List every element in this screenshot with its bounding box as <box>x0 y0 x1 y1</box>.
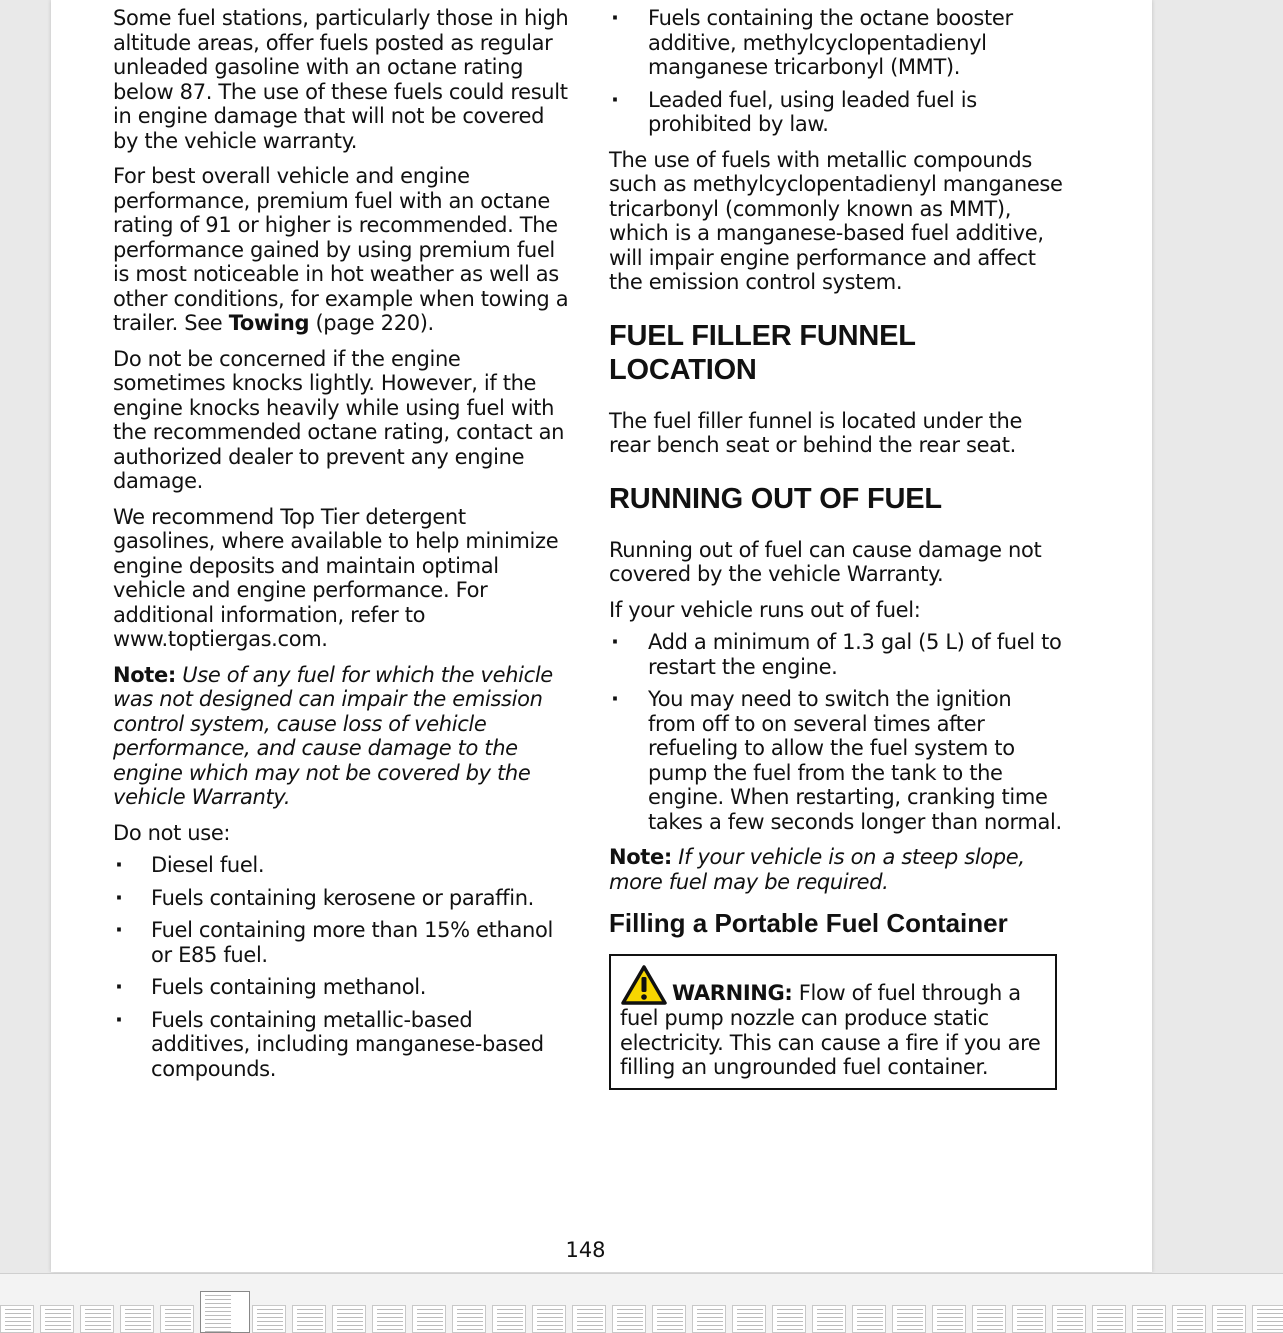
page-thumbnail[interactable] <box>1052 1305 1086 1333</box>
note-steep-slope <box>609 845 1064 894</box>
page-thumbnail[interactable] <box>412 1305 446 1333</box>
page-thumbnail[interactable] <box>80 1305 114 1333</box>
do-not-use-list <box>113 853 573 1081</box>
page-thumbnail[interactable] <box>120 1305 154 1333</box>
paragraph-premium-fuel <box>113 164 573 336</box>
paragraph-low-octane: Some fuel stations, particularly those in high altitude areas, offer fuels posted as regular unleaded gasoline with an octane rating below 87. The use of these fuels could result in engine damage that will not be covered by the vehicle warranty. <box>113 6 569 153</box>
list-item: · Fuel containing more than 15% ethanol or E85 fuel. <box>113 918 573 967</box>
warning-triangle-icon <box>620 964 668 1006</box>
page-thumbnail[interactable] <box>932 1305 966 1333</box>
document-page <box>51 0 1152 1272</box>
list-item: · Leaded fuel, using leaded fuel is prohibited by law. <box>609 88 1064 137</box>
page-thumbnail[interactable] <box>652 1305 686 1333</box>
running-out-list <box>609 630 1064 834</box>
warning-paragraph <box>620 964 1046 1080</box>
left-column <box>113 6 573 1092</box>
page-thumbnail[interactable] <box>40 1305 74 1333</box>
page-thumbnail[interactable] <box>532 1305 566 1333</box>
heading-running-out-of-fuel: RUNNING OUT OF FUEL <box>609 482 942 515</box>
page-thumbnail[interactable] <box>892 1305 926 1333</box>
towing-page-ref: (page 220). <box>309 311 434 335</box>
page-number: 148 <box>565 1238 606 1262</box>
paragraph-do-not-use: Do not use: <box>113 820 231 845</box>
note-text: Use of any fuel for which the vehicle was not designed can impair the emission control system, cause loss of vehicle performance, and cause damage to the engine which may not be covered by the vehicle Warranty. <box>113 662 553 809</box>
page-thumbnail[interactable] <box>1012 1305 1046 1333</box>
page-thumbnail[interactable] <box>452 1305 486 1333</box>
warning-label: WARNING: <box>672 981 793 1005</box>
page-thumbnail-strip[interactable] <box>0 1273 1283 1333</box>
note-fuel-design <box>113 663 573 810</box>
paragraph-if-runs-out: If your vehicle runs out of fuel: <box>609 597 921 622</box>
list-item: · Add a minimum of 1.3 gal (5 L) of fuel to restart the engine. <box>609 630 1064 679</box>
paragraph-top-tier: We recommend Top Tier detergent gasolines, where available to help minimize engine deposits and maintain optimal vehicle and engine performance. For additional information, refer to www.toptiergas.com. <box>113 504 559 651</box>
page-thumbnail[interactable] <box>372 1305 406 1333</box>
page-thumbnail[interactable] <box>692 1305 726 1333</box>
page-thumbnail[interactable] <box>732 1305 766 1333</box>
note-label: Note: <box>609 845 672 869</box>
page-thumbnail[interactable] <box>1212 1305 1246 1333</box>
warning-box <box>609 954 1057 1090</box>
page-thumbnail[interactable] <box>612 1305 646 1333</box>
premium-fuel-text: For best overall vehicle and engine performance, premium fuel with an octane rating of 91 or higher is recommended. The performance gained by using premium fuel is most noticeable in hot weather as well as other conditions, for example when towing a trailer. See <box>113 164 569 335</box>
page-thumbnail[interactable] <box>332 1305 366 1333</box>
page-thumbnail[interactable] <box>1252 1305 1283 1333</box>
page-thumbnail[interactable] <box>1132 1305 1166 1333</box>
page-thumbnail[interactable] <box>1092 1305 1126 1333</box>
note-text: If your vehicle is on a steep slope, more fuel may be required. <box>609 845 1025 894</box>
paragraph-running-out: Running out of fuel can cause damage not covered by the vehicle Warranty. <box>609 537 1042 586</box>
list-item: · Fuels containing the octane booster additive, methylcyclopentadienyl manganese tricarbonyl (MMT). <box>609 6 1064 80</box>
page-thumbnail[interactable] <box>160 1305 194 1333</box>
towing-link[interactable]: Towing <box>228 311 310 335</box>
page-thumbnail[interactable] <box>772 1305 806 1333</box>
page-thumbnail[interactable] <box>972 1305 1006 1333</box>
page-thumbnail[interactable] <box>200 1291 250 1333</box>
paragraph-mmt: The use of fuels with metallic compounds such as methylcyclopentadienyl manganese tricarbonyl (commonly known as MMT), which is a manganese-based fuel additive, will impair engine performance and affect the emission control system. <box>609 147 1063 294</box>
page-thumbnail[interactable] <box>252 1305 286 1333</box>
page-thumbnail[interactable] <box>572 1305 606 1333</box>
note-label: Note: <box>113 662 176 687</box>
page-thumbnail[interactable] <box>1172 1305 1206 1333</box>
list-item: · Diesel fuel. <box>113 853 573 878</box>
list-item: · Fuels containing kerosene or paraffin. <box>113 886 573 911</box>
list-item: · Fuels containing methanol. <box>113 975 573 1000</box>
paragraph-funnel-location: The fuel filler funnel is located under the rear bench seat or behind the rear seat. <box>609 408 1023 457</box>
page-thumbnail[interactable] <box>852 1305 886 1333</box>
list-item: · You may need to switch the ignition from off to on several times after refueling to allow the fuel system to pump the fuel from the tank to the engine. When restarting, cranking time takes a few seconds longer than normal. <box>609 687 1064 834</box>
heading-fuel-filler-funnel: FUEL FILLER FUNNEL LOCATION <box>609 319 916 386</box>
do-not-use-list-continued <box>609 6 1064 137</box>
page-thumbnail[interactable] <box>0 1305 34 1333</box>
subheading-portable-fuel-container: Filling a Portable Fuel Container <box>609 908 1008 938</box>
page-thumbnail[interactable] <box>492 1305 526 1333</box>
list-item: · Fuels containing metallic-based additives, including manganese-based compounds. <box>113 1008 573 1082</box>
right-column <box>609 6 1064 1090</box>
page-thumbnail[interactable] <box>292 1305 326 1333</box>
paragraph-engine-knock: Do not be concerned if the engine sometimes knocks lightly. However, if the engine knocks heavily while using fuel with the recommended octane rating, contact an authorized dealer to prevent any engine damage. <box>113 346 565 493</box>
page-thumbnail[interactable] <box>812 1305 846 1333</box>
warning-text: Flow of fuel through a fuel pump nozzle can produce static electricity. This can cause a fire if you are filling an ungrounded fuel container. <box>620 981 1041 1079</box>
